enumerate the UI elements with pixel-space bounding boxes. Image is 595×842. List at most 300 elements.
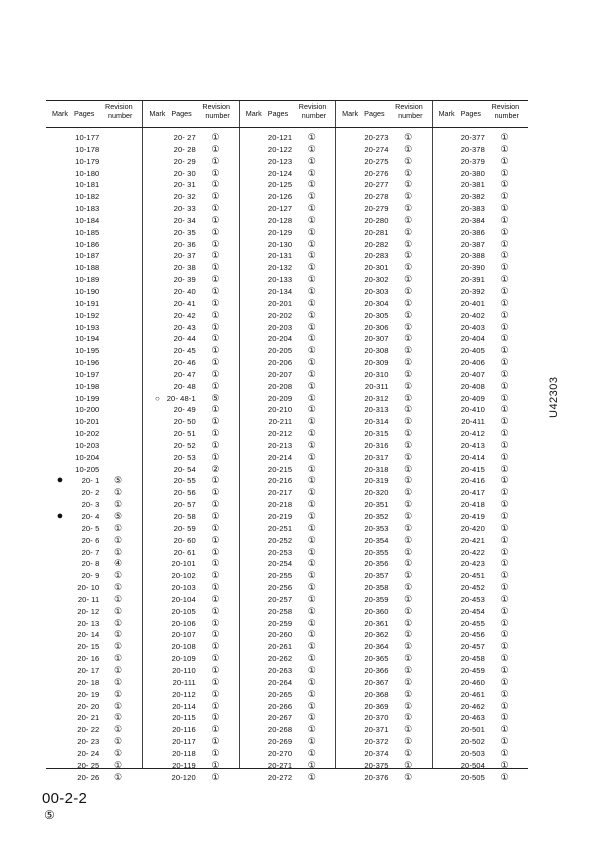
page-id: 20-361 — [364, 618, 389, 628]
table-row — [336, 298, 431, 310]
page-id: 20-213 — [267, 440, 293, 450]
page-id: 20-456 — [460, 630, 485, 640]
table-row — [433, 487, 528, 499]
revision-number: ① — [307, 309, 316, 320]
page-id: 20- 47 — [173, 369, 196, 379]
page-id: 10-186 — [75, 239, 100, 249]
revision-number: ① — [307, 629, 316, 640]
page-id: 10-194 — [75, 334, 100, 344]
table-row — [336, 499, 431, 511]
revision-number: ① — [404, 321, 413, 332]
revision-number: ① — [211, 771, 220, 782]
table-row — [336, 322, 431, 334]
page-id: 20-366 — [364, 665, 389, 675]
revision-number: ① — [211, 700, 220, 711]
table-row — [143, 132, 238, 144]
page-id: 20-401 — [460, 298, 485, 308]
page-id: 20-451 — [460, 571, 485, 581]
revision-number: ① — [307, 285, 316, 296]
table-row — [46, 322, 142, 334]
page-id: 20-252 — [267, 535, 293, 545]
page-id: 10-193 — [75, 322, 100, 332]
page-id: 20-380 — [460, 168, 485, 178]
page-id: 20- 17 — [77, 665, 100, 675]
table-row — [240, 250, 335, 262]
table-row — [336, 393, 431, 405]
revision-number: ① — [211, 534, 220, 545]
revision-number: ① — [500, 759, 509, 770]
table-row — [240, 570, 335, 582]
page-id: 20-502 — [460, 737, 485, 747]
page-id: 20- 16 — [77, 654, 100, 664]
revision-number: ① — [211, 143, 220, 154]
table-row — [240, 487, 335, 499]
table-row — [240, 191, 335, 203]
revision-number: ① — [500, 132, 509, 142]
table-row — [143, 250, 238, 262]
revision-number: ① — [404, 511, 413, 521]
table-row — [240, 547, 335, 559]
page-id: 20-302 — [364, 275, 389, 285]
revision-number: ① — [404, 534, 413, 545]
page-id: 20- 43 — [173, 322, 196, 332]
table-row — [433, 156, 528, 168]
header-group — [142, 101, 238, 127]
page-id: 20-254 — [267, 559, 293, 569]
table-row — [240, 333, 335, 345]
page-id: 10-188 — [75, 263, 100, 273]
page-id: 20-219 — [267, 512, 293, 521]
page-id: 20- 1 — [81, 476, 100, 486]
page-id: 20-391 — [460, 275, 485, 285]
revision-number: ① — [307, 499, 316, 510]
revision-number: ① — [404, 558, 413, 569]
table-row — [143, 203, 238, 215]
table-row — [336, 333, 431, 345]
table-row — [336, 701, 431, 713]
revision-number: ① — [307, 203, 316, 214]
page-id: 20-269 — [267, 737, 293, 747]
revision-number: ① — [404, 570, 413, 581]
page-id: 20-318 — [364, 464, 389, 474]
table-row — [336, 570, 431, 582]
table-row — [240, 772, 335, 784]
table-row — [336, 274, 431, 286]
revision-number: ① — [211, 688, 220, 699]
table-row — [240, 452, 335, 464]
table-row — [240, 310, 335, 322]
page-id: 20-117 — [172, 737, 196, 747]
page-id: 20- 36 — [173, 239, 196, 249]
revision-number: ① — [307, 416, 316, 427]
page-id: 20-118 — [172, 748, 196, 758]
revision-number: ① — [211, 582, 220, 593]
revision-number: ① — [211, 617, 220, 628]
page-id: 20-262 — [267, 654, 293, 664]
revision-number: ① — [113, 700, 123, 711]
page-id: 20-407 — [460, 369, 485, 379]
page-id: 20- 39 — [173, 275, 196, 285]
revision-number: ① — [500, 736, 509, 747]
page-id: 10-204 — [75, 452, 100, 462]
revision-number: ① — [307, 333, 316, 344]
table-row — [336, 357, 431, 369]
page-id: 20-103 — [171, 583, 196, 593]
revision-number: ① — [113, 771, 123, 782]
revision-number: ① — [404, 191, 413, 202]
header-revision: Revision — [491, 102, 520, 111]
table-row — [143, 653, 238, 665]
table-row — [433, 499, 528, 511]
page-id: 20-201 — [267, 298, 293, 308]
revision-number: ① — [113, 676, 123, 687]
table-row — [143, 606, 238, 618]
page-id: 20-454 — [460, 606, 485, 616]
page-id: 20- 31 — [173, 180, 196, 190]
revision-number: ① — [404, 688, 413, 699]
page-id: 20- 22 — [77, 725, 100, 735]
table-row — [240, 345, 335, 357]
table-row — [46, 393, 142, 405]
revision-number: ① — [307, 617, 316, 628]
revision-number: ① — [404, 333, 413, 344]
revision-number: ① — [113, 593, 123, 604]
table-row — [143, 452, 238, 464]
page-id: 20-127 — [267, 204, 293, 214]
revision-number: ① — [500, 262, 509, 273]
page-id: 20-320 — [364, 488, 389, 498]
table-row — [336, 736, 431, 748]
revision-number: ① — [500, 226, 509, 237]
page-id: 20-402 — [460, 310, 485, 320]
revision-number: ① — [307, 582, 316, 593]
page-id: 20-121 — [267, 133, 293, 142]
table-row — [46, 475, 142, 487]
revision-number: ① — [307, 321, 316, 332]
table-row — [46, 310, 142, 322]
table-row — [46, 357, 142, 369]
revision-number: ① — [211, 570, 220, 581]
page-id: 20- 42 — [173, 310, 196, 320]
header-pages: Pages — [267, 109, 289, 118]
revision-number: ① — [211, 439, 220, 450]
revision-number: ① — [500, 653, 509, 664]
page-id: 20-274 — [364, 144, 389, 154]
table-row — [240, 227, 335, 239]
revision-number: ① — [211, 179, 220, 190]
revision-number: ① — [404, 285, 413, 296]
table-row — [143, 440, 238, 452]
table-row — [46, 262, 142, 274]
page-id: 20-203 — [267, 322, 293, 332]
page-id: 20-316 — [364, 440, 389, 450]
page-id: 20-417 — [460, 488, 485, 498]
page-id: 20-355 — [364, 547, 389, 557]
table-row — [433, 357, 528, 369]
page-id: 20-202 — [267, 310, 293, 320]
table-row — [143, 629, 238, 641]
page-id: 20-359 — [364, 594, 389, 604]
revision-number: ① — [211, 345, 220, 356]
table-row — [433, 760, 528, 772]
table-row — [143, 665, 238, 677]
page-id: 20-357 — [364, 571, 389, 581]
revision-number: ① — [404, 392, 413, 403]
revision-number: ① — [211, 475, 220, 486]
table-row — [433, 381, 528, 393]
table-row — [240, 215, 335, 227]
page-id: 20- 40 — [173, 286, 196, 296]
table-column — [335, 128, 431, 782]
table-row — [143, 393, 238, 405]
table-row — [240, 203, 335, 215]
revision-number: ① — [211, 759, 220, 770]
page-id: 20-116 — [172, 725, 196, 735]
page-id: 20-125 — [267, 180, 293, 190]
page-id: 20- 25 — [77, 760, 100, 770]
revision-number: ① — [307, 487, 316, 498]
page-id: 20-255 — [267, 571, 293, 581]
page-id: 20-310 — [364, 369, 389, 379]
page-id: 10-187 — [75, 251, 100, 261]
table-row — [46, 558, 142, 570]
page-id: 10-192 — [75, 310, 100, 320]
revision-number: ① — [211, 309, 220, 320]
revision-number: ① — [307, 605, 316, 616]
revision-number: ① — [211, 203, 220, 214]
revision-number: ① — [211, 238, 220, 249]
table-row — [240, 689, 335, 701]
page-id: 20-270 — [267, 748, 293, 758]
page-id: 10-179 — [75, 156, 100, 166]
table-row — [336, 475, 431, 487]
page-id: 20- 18 — [77, 677, 100, 687]
table-row — [143, 191, 238, 203]
page-id: 20- 56 — [173, 488, 196, 498]
revision-number: ① — [211, 676, 220, 687]
revision-number: ① — [307, 570, 316, 581]
table-column — [142, 128, 238, 782]
page-id: 20- 6 — [81, 535, 100, 545]
table-row — [336, 487, 431, 499]
table-row — [46, 132, 142, 144]
revision-number: ① — [404, 451, 413, 462]
table-row — [46, 215, 142, 227]
page-id: 20-268 — [267, 725, 293, 735]
table-row — [433, 452, 528, 464]
revision-number: ① — [404, 593, 413, 604]
revision-number: ① — [307, 250, 316, 261]
revision-number: ① — [307, 463, 316, 474]
table-row — [240, 618, 335, 630]
table-column — [239, 128, 335, 782]
page-id: 10-195 — [75, 346, 100, 356]
table-row — [433, 298, 528, 310]
revision-number: ① — [500, 546, 509, 557]
page-id: 20-303 — [364, 286, 389, 296]
page-id: 20- 34 — [173, 215, 196, 225]
revision-number: ① — [211, 558, 220, 569]
revision-number: ① — [307, 179, 316, 190]
revision-number: ① — [307, 238, 316, 249]
revision-number: ① — [113, 641, 123, 652]
revision-number: ① — [211, 404, 220, 415]
revision-number: ⑤ — [113, 511, 123, 521]
page-id: 10-200 — [75, 405, 100, 415]
table-row — [433, 535, 528, 547]
page-id: 20-251 — [267, 523, 293, 533]
page-id: 20-461 — [460, 689, 485, 699]
page-id: 20-420 — [460, 523, 485, 533]
revision-number: ① — [211, 653, 220, 664]
table-row — [46, 227, 142, 239]
page-id: 20-210 — [267, 405, 293, 415]
revision-number: ① — [500, 404, 509, 415]
table-row — [336, 404, 431, 416]
page-id: 20- 4 — [81, 512, 100, 521]
page-id: 20- 3 — [81, 500, 100, 510]
revision-number: ① — [404, 297, 413, 308]
page-id: 10-180 — [75, 168, 100, 178]
table-row — [433, 203, 528, 215]
page-id: 20-392 — [460, 286, 485, 296]
page-id: 20-131 — [267, 251, 293, 261]
page-id: 20-309 — [364, 358, 389, 368]
revision-number: ① — [500, 724, 509, 735]
table-row — [143, 641, 238, 653]
table-row — [433, 191, 528, 203]
table-row — [336, 523, 431, 535]
revision-number: ① — [211, 451, 220, 462]
table-row — [143, 333, 238, 345]
table-row — [240, 760, 335, 772]
header-mark: Mark — [438, 109, 455, 118]
revision-number: ① — [500, 664, 509, 675]
table-row — [143, 689, 238, 701]
page-id: 20- 8 — [81, 559, 100, 569]
page-id: 20- 37 — [173, 251, 196, 261]
revision-number: ① — [307, 534, 316, 545]
page-id: 20-406 — [460, 358, 485, 368]
revision-number: ① — [404, 522, 413, 533]
table-row — [143, 594, 238, 606]
table-row — [336, 428, 431, 440]
page-id: 20-119 — [172, 760, 196, 770]
table-column — [432, 128, 528, 782]
page-id: 20-279 — [364, 204, 389, 214]
revision-number: ① — [500, 191, 509, 202]
revision-number: ① — [211, 285, 220, 296]
revision-number: ① — [500, 605, 509, 616]
page-id: 20- 28 — [173, 144, 196, 154]
table-row — [143, 310, 238, 322]
table-row — [46, 570, 142, 582]
revision-number: ① — [307, 297, 316, 308]
page-id: 20-501 — [460, 725, 485, 735]
revision-number: ① — [404, 546, 413, 557]
page-id: 20- 51 — [173, 429, 196, 439]
table-row — [240, 286, 335, 298]
table-row — [240, 523, 335, 535]
page-id: 20-258 — [267, 606, 293, 616]
mark-symbol: ● — [56, 510, 64, 522]
table-row — [433, 132, 528, 144]
revision-number: ① — [404, 238, 413, 249]
table-row — [46, 523, 142, 535]
table-row — [433, 653, 528, 665]
page-id: 20- 26 — [77, 772, 100, 782]
table-row — [46, 203, 142, 215]
page-id: 20-356 — [364, 559, 389, 569]
revision-number: ① — [307, 593, 316, 604]
table-row — [240, 369, 335, 381]
table-row — [143, 511, 238, 523]
table-row — [143, 558, 238, 570]
revision-number: ① — [211, 155, 220, 166]
revision-number: ① — [211, 641, 220, 652]
header-revision: Revision — [105, 102, 133, 111]
revision-number: ① — [500, 416, 509, 427]
page-id: 20- 35 — [173, 227, 196, 237]
revision-number: ① — [404, 664, 413, 675]
revision-number: ① — [211, 416, 220, 427]
table-row — [46, 511, 142, 523]
revision-number: ① — [211, 428, 220, 439]
page-id: 20-257 — [267, 594, 293, 604]
revision-number: ① — [404, 262, 413, 273]
page-id: 20-504 — [460, 760, 485, 770]
page-id: 20- 11 — [77, 594, 100, 604]
page-id: 20-370 — [364, 713, 389, 723]
table-row — [143, 760, 238, 772]
table-row — [336, 239, 431, 251]
page-id: 20-505 — [460, 772, 485, 782]
page-id: 20-386 — [460, 227, 485, 237]
table-row — [143, 179, 238, 191]
page-id: 20-455 — [460, 618, 485, 628]
table-row — [143, 357, 238, 369]
revision-number: ① — [307, 771, 316, 782]
page-id: 20-369 — [364, 701, 389, 711]
header-group — [432, 101, 528, 127]
revision-number: ① — [500, 392, 509, 403]
revision-number: ① — [211, 226, 220, 237]
page-id: 20-408 — [460, 381, 485, 391]
table-row — [336, 618, 431, 630]
table-row — [240, 239, 335, 251]
revision-number: ① — [404, 214, 413, 225]
header-mark: Mark — [245, 109, 262, 118]
revision-number: ① — [500, 534, 509, 545]
page-id: 20-124 — [267, 168, 293, 178]
revision-number: ① — [404, 357, 413, 368]
revision-number: ① — [307, 736, 316, 747]
table-row — [336, 227, 431, 239]
revision-number: ① — [307, 345, 316, 356]
revision-number: ① — [500, 309, 509, 320]
table-row — [336, 606, 431, 618]
table-row — [240, 606, 335, 618]
table-row — [46, 748, 142, 760]
page-id: 20-106 — [171, 618, 196, 628]
page-id: 20-405 — [460, 346, 485, 356]
revision-number: ① — [307, 368, 316, 379]
page-id: 20- 49 — [173, 405, 196, 415]
revision-number: ① — [404, 428, 413, 439]
table-row — [240, 724, 335, 736]
table-row — [143, 547, 238, 559]
page-id: 20- 9 — [81, 571, 100, 581]
